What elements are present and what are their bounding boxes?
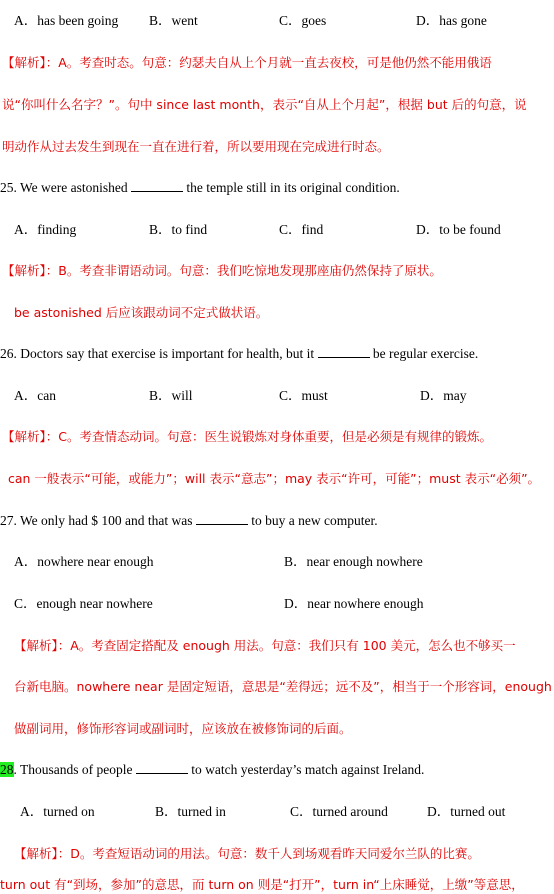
option-c: C．enough near nowhere bbox=[14, 596, 153, 611]
q28-analysis-line-1: 【解析】：D。考查短语动词的用法。句意：数千人到场观看昨天同爱尔兰队的比赛。 bbox=[14, 846, 480, 861]
option-c: C．turned around bbox=[290, 804, 388, 819]
q25-analysis-line-1: 【解析】：B。考查非谓语动词。句意：我们吃惊地发现那座庙仍然保持了原状。 bbox=[2, 263, 442, 278]
option-b: B．will bbox=[149, 388, 193, 403]
q27-stem-after: to buy a new computer. bbox=[251, 513, 378, 528]
q24-analysis-line-3: 明动作从过去发生到现在一直在进行着，所以要用现在完成进行时态。 bbox=[2, 139, 390, 154]
option-d: D．near nowhere enough bbox=[284, 596, 424, 611]
q25-stem-after: the temple still in its original condition. bbox=[186, 180, 400, 195]
q28-stem-before: . Thousands of people bbox=[13, 762, 133, 777]
option-a: A．has been going bbox=[14, 13, 119, 28]
q26-stem-before: 26. Doctors say that exercise is important for health, but it bbox=[0, 346, 315, 361]
option-b: B．went bbox=[149, 13, 198, 28]
option-c: C．find bbox=[279, 222, 324, 237]
option-d: D．to be found bbox=[416, 222, 501, 237]
q27-analysis-line-2: 台新电脑。nowhere near 是固定短语，意思是“差得远；远不及”，相当于一个形容词，enough bbox=[14, 679, 552, 694]
q27-stem-before: 27. We only had $ 100 and that was bbox=[0, 513, 193, 528]
option-d: D．may bbox=[420, 388, 467, 403]
q26-analysis-line-2: can 一般表示“可能，或能力”；will 表示“意志”；may 表示“许可，可能”；must 表示“必须”。 bbox=[8, 471, 541, 486]
q27-analysis-line-1: 【解析】：A。考查固定搭配及 enough 用法。句意：我们只有 100 美元，怎么也不够买一 bbox=[14, 638, 516, 653]
option-a: A．turned on bbox=[20, 804, 95, 819]
q28-stem bbox=[0, 761, 554, 779]
option-a: A．nowhere near enough bbox=[14, 554, 154, 569]
option-b: B．near enough nowhere bbox=[284, 554, 423, 569]
q27-analysis-line-3: 做副词用，修饰形容词或副词时，应该放在被修饰词的后面。 bbox=[14, 721, 352, 736]
q26-stem-after: be regular exercise. bbox=[372, 346, 479, 361]
q24-analysis-line-2: 说“你叫什么名字？”。句中 since last month，表示“自从上个月起”，根据 but 后的句意，说 bbox=[2, 97, 527, 112]
option-b: B．turned in bbox=[155, 804, 226, 819]
q25-stem-before: 25. We were astonished bbox=[0, 180, 128, 195]
q26-analysis-line-1: 【解析】：C。考查情态动词。句意：医生说锻炼对身体重要，但是必须是有规律的锻炼。 bbox=[2, 429, 492, 444]
option-a: A．finding bbox=[14, 222, 77, 237]
option-b: B．to find bbox=[149, 222, 208, 237]
answer-blank bbox=[318, 345, 370, 358]
option-c: C．goes bbox=[279, 13, 327, 28]
q25-stem bbox=[0, 179, 554, 197]
option-a: A．can bbox=[14, 388, 56, 403]
answer-blank bbox=[131, 179, 183, 192]
q28-stem-after: to watch yesterday’s match against Ireland. bbox=[191, 762, 425, 777]
q28-analysis-line-2: turn out 有“到场，参加”的意思，而 turn on 则是“打开”，turn in“上床睡觉，上缴”等意思， bbox=[0, 877, 524, 892]
answer-blank bbox=[136, 761, 188, 774]
q27-stem bbox=[0, 512, 554, 530]
q25-analysis-line-2: be astonished 后应该跟动词不定式做状语。 bbox=[14, 305, 269, 320]
option-d: D．has gone bbox=[416, 13, 487, 28]
question-number-highlight: 28 bbox=[0, 762, 14, 777]
q26-stem bbox=[0, 345, 554, 363]
option-c: C．must bbox=[279, 388, 328, 403]
option-d: D．turned out bbox=[427, 804, 506, 819]
answer-blank bbox=[196, 512, 248, 525]
q24-analysis-line-1: 【解析】：A。考查时态。句意：约瑟夫自从上个月就一直去夜校，可是他仍然不能用俄语 bbox=[2, 55, 492, 70]
